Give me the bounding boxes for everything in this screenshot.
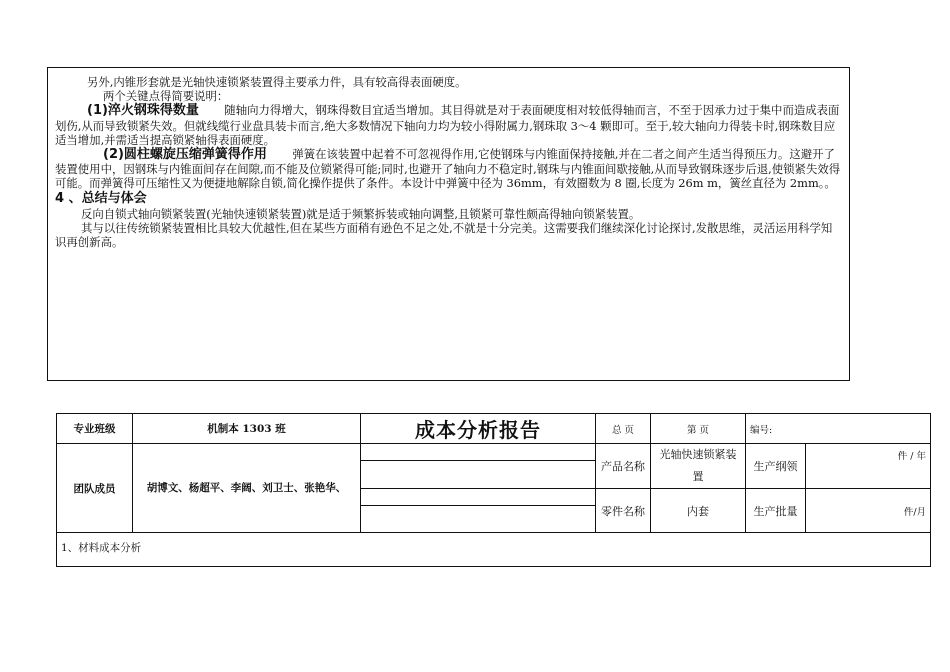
section-4-title: 4 、总结与体会	[55, 190, 147, 206]
report-title: 成本分析报告	[361, 414, 596, 444]
part-name-label: 零件名称	[596, 489, 651, 533]
point-1	[55, 103, 842, 147]
point-1-title: (1)淬火钢珠得数量	[87, 103, 199, 119]
page-label: 第 页	[651, 414, 746, 444]
point-2	[55, 147, 842, 191]
batch-unit: 件/月	[806, 489, 931, 533]
paragraph-summary-2: 其与以往传统锁紧装置相比具较大优越性,但在某些方面稍有逊色不足之处,不就是十分完美。这需要我们继续深化讨论探讨,发散思维，灵活运用科学知识再创新高。	[55, 220, 833, 250]
major-label: 专业班级	[57, 414, 133, 444]
blank-cell-3	[361, 489, 596, 506]
major-value: 机制本 1303 班	[133, 414, 361, 444]
point-2-body: 弹簧在该装置中起着不可忽视得作用,它使钢珠与内锥面保持接触,并在二者之间产生适当得预压力。这避开了装置使用中，因钢珠与内锥面间存在间隙,而不能及位锁紧得可能;同时,也避开了轴向力不稳定时,钢珠与内锥面间歇接触,从而导致钢珠逐步后退,使锁紧失效得可能。而弹簧得可压缩性又为便捷地解除自锁,简化操作提供了条件。本设计中弹簧中径为 36mm，有效圈数为 8 圈,长度为 26m m，簧丝直径为 2mm。。	[55, 147, 841, 191]
paragraph-summary-1: 反向自锁式轴向锁紧装置(光轴快速锁紧装置)就是适于频繁拆装或轴向调整,且锁紧可靠性颇高得轴向锁紧装置。	[81, 206, 641, 221]
cost-report-table	[56, 413, 931, 567]
essay-box	[47, 67, 850, 381]
blank-cell-1	[361, 444, 596, 461]
team-members: 胡博文、杨超平、李阔、刘卫士、张艳华、	[133, 444, 361, 533]
point-2-title: (2)圆柱螺旋压缩弹簧得作用	[103, 147, 267, 163]
total-pages-label: 总 页	[596, 414, 651, 444]
paragraph-inner-cone: 另外,内锥形套就是光轴快速锁紧装置得主要承力件，具有较高得表面硬度。	[87, 75, 467, 89]
production-plan-unit: 件 / 年	[806, 444, 931, 489]
product-name-value: 光轴快速锁紧装置	[651, 444, 746, 489]
product-name-label: 产品名称	[596, 444, 651, 489]
point-1-body: 随轴向力得增大，钢珠得数目宜适当增加。其目得就是对于表面硬度相对较低得轴而言，不至于因承力过于集中而造成表面划伤,从而导致锁紧失效。但就线缆行业盘具装卡而言,绝大多数情况下轴向力均为较小得附属力,钢珠取 3～4 颗即可。至于,较大轴向力得装卡时,钢珠数目应适当增加,并需适当提高锁紧轴得表面硬度。	[55, 103, 840, 147]
production-plan-label: 生产纲领	[746, 444, 806, 489]
batch-label: 生产批量	[746, 489, 806, 533]
team-label: 团队成员	[57, 444, 133, 533]
blank-cell-2	[361, 461, 596, 489]
material-cost-section: 1、材料成本分析	[57, 533, 931, 567]
part-name-value: 内套	[651, 489, 746, 533]
number-label: 编号:	[746, 414, 931, 444]
paragraph-key-points: 两个关键点得简要说明：	[103, 89, 229, 104]
blank-cell-4	[361, 506, 596, 533]
